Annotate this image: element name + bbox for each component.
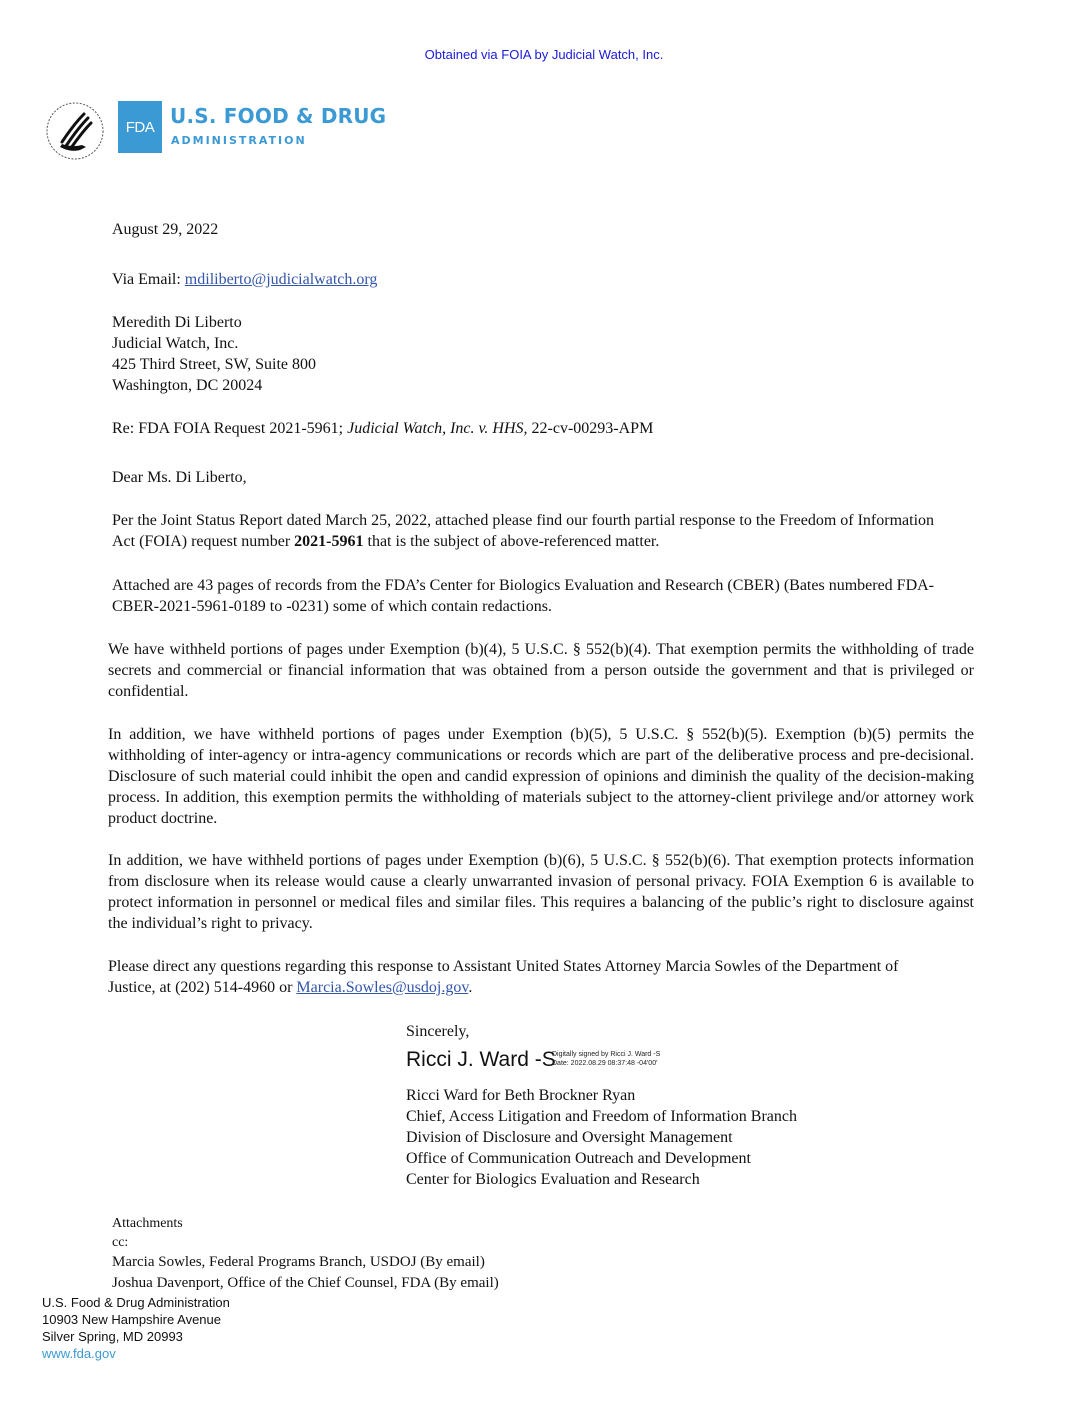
recipient-org: Judicial Watch, Inc.: [112, 335, 239, 352]
attachments-cc-block: [112, 1214, 499, 1294]
recipient-name: Meredith Di Liberto: [112, 314, 242, 331]
footer-city: Silver Spring, MD 20993: [42, 1329, 183, 1344]
doj-email-link[interactable]: Marcia.Sowles@usdoj.gov: [296, 979, 469, 996]
re-line: [112, 418, 653, 439]
via-email-line: [112, 269, 377, 290]
cc-recipient: Marcia Sowles, Federal Programs Branch, USDOJ (By email): [112, 1254, 485, 1270]
agency-title: U.S. FOOD & DRUG: [170, 104, 387, 128]
request-number: 2021-5961: [294, 533, 364, 550]
signature-signed-by: Digitally signed by Ricci J. Ward -S: [552, 1051, 661, 1058]
signer-line: Center for Biologics Evaluation and Research: [406, 1171, 700, 1188]
hhs-eagle-seal-icon: [44, 100, 106, 162]
paragraph-1: [112, 510, 952, 552]
salutation: Dear Ms. Di Liberto,: [112, 469, 247, 486]
re-case-number: 22-cv-00293-APM: [527, 420, 654, 437]
recipient-city: Washington, DC 20024: [112, 377, 263, 394]
cc-label: cc:: [112, 1235, 129, 1250]
p1-text-a: Per the Joint Status Report dated March 25, 2022, attached please find our fourth partial response to the Freedom of Information Act (FOIA) request number: [112, 512, 935, 550]
letter-date: August 29, 2022: [112, 221, 219, 238]
paragraph-contact: [108, 956, 928, 998]
recipient-email-link[interactable]: mdiliberto@judicialwatch.org: [184, 271, 378, 288]
cc-recipient: Joshua Davenport, Office of the Chief Counsel, FDA (By email): [112, 1275, 499, 1291]
agency-subtitle: ADMINISTRATION: [171, 134, 307, 147]
p1-text-b: that is the subject of above-referenced matter.: [363, 533, 660, 550]
signer-line: Office of Communication Outreach and Development: [406, 1150, 751, 1167]
paragraph-2: Attached are 43 pages of records from the FDA’s Center for Biologics Evaluation and Research (CBER) (Bates numbered FDA-CBER-2021-5961-0189 to -0231) some of which contain redactions.: [112, 577, 934, 615]
re-prefix: Re: FDA FOIA Request 2021-5961;: [112, 420, 348, 437]
fda-badge: FDA: [118, 101, 162, 153]
attachments-label: Attachments: [112, 1216, 183, 1231]
via-email-label: Via Email:: [112, 271, 185, 288]
paragraph-exemption-b5: In addition, we have withheld portions of pages under Exemption (b)(5), 5 U.S.C. § 552(b)(5). Exemption (b)(5) permits the withholding of inter-agency or intra-agency communications or records which are part of the deliberative process and pre-decisional. Disclosure of such material could inhibit the open and candid expression of opinions and diminish the quality of the decision-making process. In addition, this exemption permits the withholding of materials subject to the attorney-client privilege and/or attorney work product doctrine.: [108, 726, 974, 827]
signer-line: Division of Disclosure and Oversight Management: [406, 1129, 733, 1146]
footer-website-link[interactable]: www.fda.gov: [42, 1346, 116, 1361]
foia-watermark: Obtained via FOIA by Judicial Watch, Inc.: [424, 47, 664, 62]
paragraph-exemption-b6: In addition, we have withheld portions of pages under Exemption (b)(6), 5 U.S.C. § 552(b)(6). That exemption protects information from disclosure when its release would cause a clearly unwarranted invasion of personal privacy. FOIA Exemption 6 is available to protect information in personnel or medical files and similar files. This requires a balancing of the public’s right to disclosure against the individual’s right to privacy.: [108, 852, 974, 932]
p6-text-a: Please direct any questions regarding this response to Assistant United States Attorney Marcia Sowles of the Department of Justice, at (202) 514-4960 or: [108, 958, 899, 996]
digital-signature-name: Ricci J. Ward -S: [406, 1048, 556, 1071]
signature-date: Date: 2022.08.29 08:37:48 -04'00': [552, 1060, 658, 1067]
signer-line: Ricci Ward for Beth Brockner Ryan: [406, 1087, 636, 1104]
re-case-name: Judicial Watch, Inc. v. HHS,: [347, 420, 528, 437]
p6-text-b: .: [468, 979, 473, 996]
digital-signature-meta: [552, 1050, 660, 1068]
paragraph-exemption-b4: We have withheld portions of pages under Exemption (b)(4), 5 U.S.C. § 552(b)(4). That exemption permits the withholding of trade secrets and commercial or financial information that was obtained from a person outside the government and that is privileged or confidential.: [108, 641, 974, 700]
footer-address: [42, 1294, 230, 1362]
recipient-street: 425 Third Street, SW, Suite 800: [112, 356, 316, 373]
recipient-address: [112, 312, 316, 396]
signer-line: Chief, Access Litigation and Freedom of Information Branch: [406, 1108, 798, 1125]
footer-org: U.S. Food & Drug Administration: [42, 1295, 230, 1310]
signer-block: [406, 1085, 797, 1190]
closing: Sincerely,: [406, 1023, 470, 1040]
footer-street: 10903 New Hampshire Avenue: [42, 1312, 221, 1327]
